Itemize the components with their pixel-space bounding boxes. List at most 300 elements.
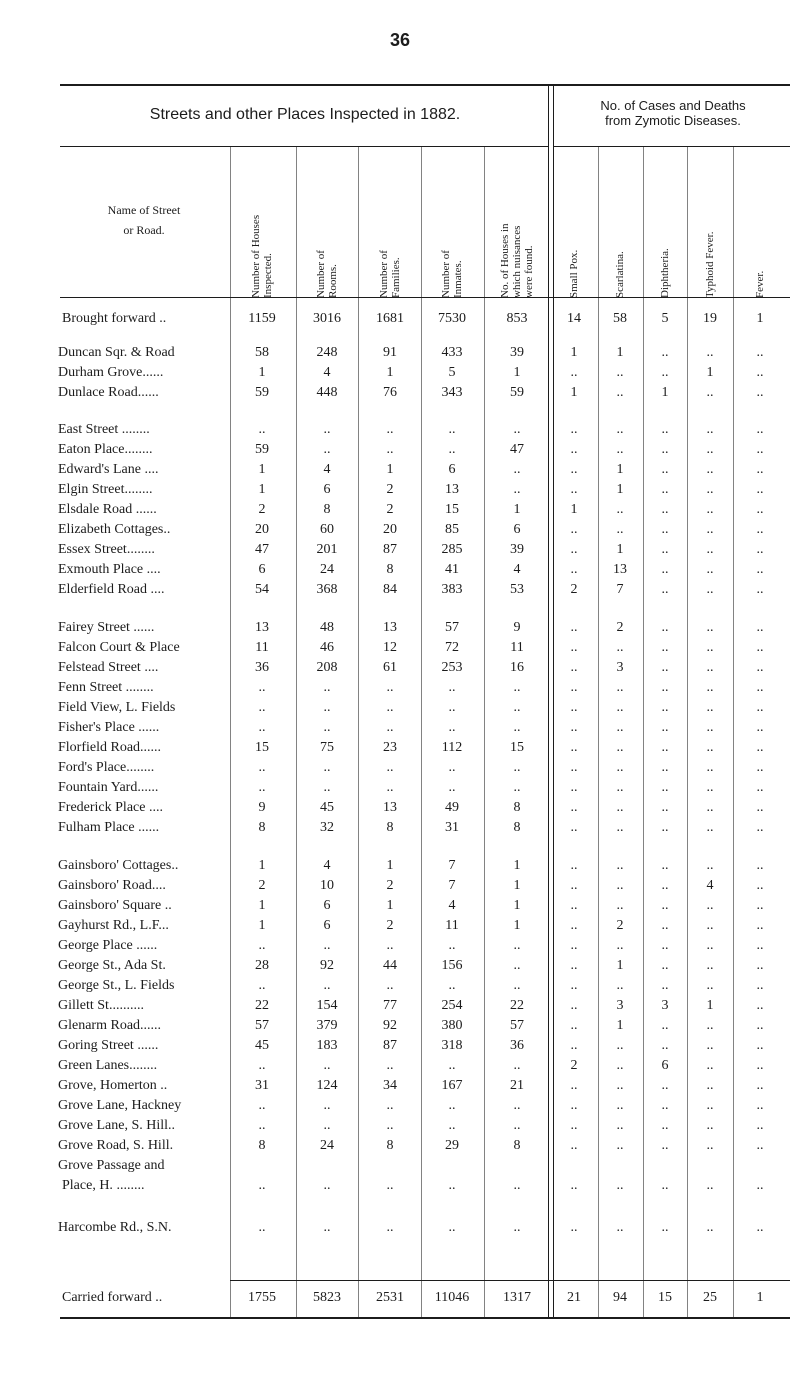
cell-fever: ..: [756, 858, 764, 873]
street-name: Grove, Homerton: [58, 1078, 157, 1093]
cell-scarlatina: ..: [616, 1118, 624, 1133]
cell-small-pox: ..: [570, 522, 578, 537]
cell-families: 44: [383, 958, 397, 973]
cell-fever: ..: [756, 878, 764, 893]
leader-dots: ........: [112, 1178, 145, 1193]
cell-small-pox: 2: [570, 1058, 578, 1073]
table-row: [0, 620, 800, 640]
table-row: [0, 858, 800, 878]
cell-houses-inspected: 1: [258, 462, 266, 477]
cell-scarlatina: ..: [616, 760, 624, 775]
cell-families: 76: [383, 385, 397, 400]
cell-fever: ..: [756, 365, 764, 380]
cell-nuisance-houses: 53: [510, 582, 524, 597]
cell-typhoid-fever: ..: [706, 1098, 714, 1113]
cell-typhoid-fever: ..: [706, 1178, 714, 1193]
cell-houses-inspected: 6: [258, 562, 266, 577]
cell-small-pox: ..: [570, 720, 578, 735]
cell-nuisance-houses: 1317: [503, 1290, 531, 1305]
cell-inmates: ..: [448, 1098, 456, 1113]
cell-nuisance-houses: 59: [510, 385, 524, 400]
cell-nuisance-houses: 11: [510, 640, 524, 655]
cell-inmates: 31: [445, 820, 459, 835]
cell-rooms: 8: [323, 502, 331, 517]
cell-families: ..: [386, 1220, 394, 1235]
leader-dots: ..: [156, 1078, 168, 1093]
cell-diphtheria: ..: [661, 1038, 669, 1053]
cell-rooms: ..: [323, 978, 331, 993]
cell-typhoid-fever: ..: [706, 442, 714, 457]
leader-dots: ..........: [108, 998, 144, 1013]
cell-rooms: ..: [323, 1178, 331, 1193]
cell-families: 2: [386, 878, 394, 893]
cell-scarlatina: ..: [616, 858, 624, 873]
cell-families: 1: [386, 858, 394, 873]
cell-fever: ..: [756, 800, 764, 815]
cell-rooms: ..: [323, 1220, 331, 1235]
table-row: [0, 820, 800, 840]
table-row: [0, 462, 800, 482]
cell-scarlatina: ..: [616, 898, 624, 913]
cell-scarlatina: ..: [616, 720, 624, 735]
cell-houses-inspected: 1755: [248, 1290, 276, 1305]
cell-rooms: 10: [320, 878, 334, 893]
cell-diphtheria: 6: [661, 1058, 669, 1073]
cell-fever: ..: [756, 502, 764, 517]
cell-typhoid-fever: ..: [706, 620, 714, 635]
cell-small-pox: ..: [570, 978, 578, 993]
cell-nuisance-houses: ..: [513, 482, 521, 497]
cell-fever: ..: [756, 918, 764, 933]
cell-families: 12: [383, 640, 397, 655]
street-name-cell: [62, 1178, 234, 1194]
cell-houses-inspected: 58: [255, 345, 269, 360]
leader-dots: ......: [133, 1038, 159, 1053]
leader-dots: ....: [143, 562, 161, 577]
cell-diphtheria: ..: [661, 620, 669, 635]
cell-houses-inspected: ..: [258, 1220, 266, 1235]
cell-houses-inspected: 28: [255, 958, 269, 973]
carried-forward-row: [0, 1290, 800, 1310]
cell-small-pox: 1: [570, 502, 578, 517]
leader-dots: ......: [129, 620, 155, 635]
street-name-cell: [58, 938, 230, 954]
cell-small-pox: ..: [570, 1178, 578, 1193]
leader-dots: ......: [140, 740, 162, 755]
cell-typhoid-fever: ..: [706, 740, 714, 755]
table-row: [0, 1138, 800, 1158]
street-name: Elderfield Road: [58, 582, 148, 597]
cell-houses-inspected: 59: [255, 442, 269, 457]
cell-inmates: 380: [441, 1018, 463, 1033]
street-name-cell: [58, 918, 230, 934]
cell-scarlatina: ..: [616, 938, 624, 953]
cell-families: ..: [386, 1118, 394, 1133]
cell-scarlatina: 1: [616, 462, 624, 477]
cell-diphtheria: ..: [661, 700, 669, 715]
cell-fever: ..: [756, 938, 764, 953]
cell-diphtheria: ..: [661, 422, 669, 437]
cell-small-pox: ..: [570, 878, 578, 893]
cell-fever: 1: [756, 311, 764, 326]
cell-diphtheria: ..: [661, 820, 669, 835]
totals-rule: [230, 1280, 790, 1281]
cell-typhoid-fever: ..: [706, 522, 714, 537]
cell-inmates: 85: [445, 522, 459, 537]
cell-fever: ..: [756, 620, 764, 635]
cell-fever: ..: [756, 482, 764, 497]
street-name-cell: [58, 800, 230, 816]
cell-rooms: 448: [316, 385, 338, 400]
table-row: [0, 502, 800, 522]
cell-typhoid-fever: ..: [706, 482, 714, 497]
leader-dots: ..: [163, 522, 171, 537]
leader-dots: ......: [137, 780, 159, 795]
cell-families: 2: [386, 502, 394, 517]
cell-nuisance-houses: 39: [510, 345, 524, 360]
cell-inmates: ..: [448, 700, 456, 715]
street-name-cell: [58, 780, 230, 796]
table-row: [0, 740, 800, 760]
cell-nuisance-houses: 853: [506, 311, 528, 326]
cell-families: 61: [383, 660, 397, 675]
street-name: Elgin Street: [58, 482, 125, 497]
column-header-small-pox: Small Pox.: [568, 249, 580, 298]
cell-scarlatina: ..: [616, 780, 624, 795]
cell-typhoid-fever: ..: [706, 720, 714, 735]
leader-dots: ........: [124, 442, 153, 457]
name-header-line1: Name of Street: [107, 203, 181, 217]
street-name: Ford's Place: [58, 760, 127, 775]
cell-houses-inspected: 20: [255, 522, 269, 537]
cell-nuisance-houses: 1: [513, 502, 521, 517]
cell-nuisance-houses: ..: [513, 462, 521, 477]
cell-families: 87: [383, 542, 397, 557]
cell-rooms: 3016: [313, 311, 341, 326]
cell-scarlatina: ..: [616, 680, 624, 695]
table-row: [0, 958, 800, 978]
column-header-houses-inspected: Number of Houses Inspected.: [250, 214, 274, 298]
streets-section-title: Streets and other Places Inspected in 1882.: [149, 106, 461, 123]
leader-dots: ..: [151, 1290, 163, 1305]
cell-small-pox: ..: [570, 918, 578, 933]
street-name: Goring Street: [58, 1038, 134, 1053]
cell-families: ..: [386, 680, 394, 695]
cell-scarlatina: ..: [616, 1178, 624, 1193]
cell-fever: ..: [756, 780, 764, 795]
table-row: [0, 1158, 800, 1178]
cell-families: 8: [386, 1138, 394, 1153]
leader-dots: ........: [124, 482, 153, 497]
cell-nuisance-houses: 47: [510, 442, 524, 457]
cell-diphtheria: ..: [661, 918, 669, 933]
cell-small-pox: ..: [570, 1118, 578, 1133]
street-name: Gainsboro' Road: [58, 878, 152, 893]
cell-typhoid-fever: 1: [706, 365, 714, 380]
street-name-cell: [58, 345, 230, 361]
cell-houses-inspected: ..: [258, 1098, 266, 1113]
cell-inmates: 15: [445, 502, 459, 517]
leader-dots: ....: [141, 462, 159, 477]
street-name: Fountain Yard: [58, 780, 138, 795]
cell-fever: ..: [756, 760, 764, 775]
cell-diphtheria: ..: [661, 482, 669, 497]
cell-scarlatina: 94: [613, 1290, 627, 1305]
cell-nuisance-houses: ..: [513, 1118, 521, 1133]
leader-dots: ..: [155, 311, 167, 326]
cell-diphtheria: ..: [661, 740, 669, 755]
cell-small-pox: ..: [570, 640, 578, 655]
cell-scarlatina: 1: [616, 542, 624, 557]
cell-fever: ..: [756, 462, 764, 477]
cell-nuisance-houses: 1: [513, 858, 521, 873]
cell-fever: ..: [756, 1058, 764, 1073]
street-name: Fisher's Place: [58, 720, 135, 735]
cell-rooms: 154: [316, 998, 338, 1013]
cell-typhoid-fever: ..: [706, 1038, 714, 1053]
cell-typhoid-fever: ..: [706, 1058, 714, 1073]
cell-small-pox: ..: [570, 1018, 578, 1033]
page-number: 36: [389, 30, 411, 50]
cell-houses-inspected: 36: [255, 660, 269, 675]
cell-rooms: 46: [320, 640, 334, 655]
cell-rooms: 6: [323, 482, 331, 497]
cell-rooms: ..: [323, 442, 331, 457]
leader-dots: ........: [122, 680, 154, 695]
cell-scarlatina: ..: [616, 740, 624, 755]
cell-houses-inspected: 45: [255, 1038, 269, 1053]
cell-inmates: ..: [448, 720, 456, 735]
street-name-cell: [58, 680, 230, 696]
cell-nuisance-houses: ..: [513, 720, 521, 735]
street-name: Brought forward: [62, 311, 156, 326]
cell-families: 13: [383, 800, 397, 815]
cell-diphtheria: ..: [661, 502, 669, 517]
street-name: Felstead Street: [58, 660, 141, 675]
cell-diphtheria: 1: [661, 385, 669, 400]
name-column-header: [60, 200, 228, 240]
cell-houses-inspected: 57: [255, 1018, 269, 1033]
cell-diphtheria: ..: [661, 1078, 669, 1093]
cell-nuisance-houses: ..: [513, 938, 521, 953]
cell-rooms: ..: [323, 680, 331, 695]
cell-nuisance-houses: ..: [513, 1178, 521, 1193]
cell-scarlatina: ..: [616, 502, 624, 517]
street-name: Fulham Place: [58, 820, 135, 835]
cell-small-pox: ..: [570, 700, 578, 715]
leader-dots: ........: [126, 542, 155, 557]
street-name: Carried forward: [62, 1290, 152, 1305]
cell-diphtheria: ..: [661, 760, 669, 775]
column-header-diphtheria: Diphtheria.: [659, 248, 671, 298]
cell-houses-inspected: ..: [258, 700, 266, 715]
cell-inmates: ..: [448, 1220, 456, 1235]
column-header-inmates: Number of Inmates.: [440, 250, 464, 298]
zymotic-title-line1: No. of Cases and Deaths: [600, 98, 746, 113]
cell-nuisance-houses: 1: [513, 365, 521, 380]
cell-fever: ..: [756, 1018, 764, 1033]
cell-families: 1681: [376, 311, 404, 326]
table-row: [0, 998, 800, 1018]
cell-nuisance-houses: 57: [510, 1018, 524, 1033]
cell-typhoid-fever: ..: [706, 502, 714, 517]
cell-houses-inspected: 1: [258, 918, 266, 933]
cell-scarlatina: 2: [616, 620, 624, 635]
cell-fever: ..: [756, 345, 764, 360]
street-name-cell: [58, 1138, 230, 1154]
street-name: Duncan Sqr. & Road: [58, 345, 175, 360]
header-rule: [554, 146, 790, 147]
cell-fever: ..: [756, 422, 764, 437]
cell-fever: ..: [756, 385, 764, 400]
column-header-nuisance-houses: No. of Houses in which nuisances were found.: [499, 223, 535, 298]
cell-families: ..: [386, 938, 394, 953]
cell-scarlatina: 2: [616, 918, 624, 933]
cell-small-pox: ..: [570, 760, 578, 775]
table-row: [0, 978, 800, 998]
cell-diphtheria: ..: [661, 640, 669, 655]
table-row: [0, 898, 800, 918]
cell-diphtheria: ..: [661, 978, 669, 993]
cell-fever: ..: [756, 1038, 764, 1053]
street-name-cell: [58, 365, 230, 381]
cell-families: 8: [386, 820, 394, 835]
street-name: Glenarm Road: [58, 1018, 141, 1033]
cell-inmates: ..: [448, 442, 456, 457]
cell-fever: ..: [756, 978, 764, 993]
street-name-cell: [58, 878, 230, 894]
cell-rooms: 248: [316, 345, 338, 360]
cell-families: 1: [386, 365, 394, 380]
cell-inmates: 433: [441, 345, 463, 360]
cell-diphtheria: ..: [661, 780, 669, 795]
cell-rooms: 24: [320, 1138, 334, 1153]
table-row: [0, 938, 800, 958]
cell-inmates: 167: [441, 1078, 463, 1093]
cell-scarlatina: ..: [616, 1220, 624, 1235]
cell-scarlatina: ..: [616, 442, 624, 457]
cell-houses-inspected: 1: [258, 482, 266, 497]
cell-small-pox: ..: [570, 680, 578, 695]
cell-rooms: 75: [320, 740, 334, 755]
cell-inmates: 318: [441, 1038, 463, 1053]
cell-inmates: 11: [445, 918, 459, 933]
cell-inmates: 7: [448, 858, 456, 873]
cell-small-pox: ..: [570, 562, 578, 577]
cell-scarlatina: ..: [616, 820, 624, 835]
cell-inmates: 72: [445, 640, 459, 655]
cell-small-pox: ..: [570, 858, 578, 873]
cell-fever: ..: [756, 660, 764, 675]
street-name: Fairey Street: [58, 620, 130, 635]
cell-inmates: ..: [448, 1058, 456, 1073]
cell-typhoid-fever: ..: [706, 640, 714, 655]
cell-houses-inspected: 54: [255, 582, 269, 597]
cell-diphtheria: 15: [658, 1290, 672, 1305]
cell-houses-inspected: 2: [258, 878, 266, 893]
cell-fever: ..: [756, 700, 764, 715]
cell-rooms: ..: [323, 1098, 331, 1113]
cell-fever: ..: [756, 820, 764, 835]
table-row: [0, 422, 800, 442]
cell-typhoid-fever: ..: [706, 422, 714, 437]
cell-houses-inspected: ..: [258, 1178, 266, 1193]
leader-dots: ......: [142, 365, 164, 380]
table-row: [0, 542, 800, 562]
cell-diphtheria: ..: [661, 958, 669, 973]
street-name-cell: [58, 820, 230, 836]
street-name-cell: [58, 858, 230, 874]
cell-inmates: ..: [448, 1178, 456, 1193]
cell-houses-inspected: ..: [258, 780, 266, 795]
top-rule: [60, 84, 790, 86]
street-name: Place, H.: [62, 1178, 113, 1193]
street-name: Florfield Road: [58, 740, 141, 755]
street-name-cell: [58, 1098, 230, 1114]
cell-families: 34: [383, 1078, 397, 1093]
street-name-cell: [58, 998, 230, 1014]
street-name: Grove Lane, Hackney: [58, 1098, 182, 1113]
leader-dots: ....: [151, 878, 166, 893]
cell-families: ..: [386, 978, 394, 993]
street-name-cell: [58, 582, 230, 598]
cell-typhoid-fever: ..: [706, 385, 714, 400]
street-name: Grove Lane, S. Hill.: [58, 1118, 172, 1133]
cell-rooms: ..: [323, 760, 331, 775]
cell-fever: ..: [756, 1078, 764, 1093]
cell-houses-inspected: ..: [258, 978, 266, 993]
leader-dots: ......: [132, 502, 157, 517]
cell-diphtheria: ..: [661, 345, 669, 360]
cell-houses-inspected: 2: [258, 502, 266, 517]
street-name: Elizabeth Cottages: [58, 522, 164, 537]
street-name: Falcon Court & Place: [58, 640, 180, 655]
street-name-cell: [62, 311, 234, 327]
cell-typhoid-fever: 25: [703, 1290, 717, 1305]
cell-scarlatina: 58: [613, 311, 627, 326]
street-name: Gainsboro' Cottages: [58, 858, 172, 873]
cell-typhoid-fever: ..: [706, 978, 714, 993]
cell-small-pox: ..: [570, 1098, 578, 1113]
street-name: Grove Passage and: [58, 1158, 165, 1173]
cell-nuisance-houses: 36: [510, 1038, 524, 1053]
table-row: [0, 918, 800, 938]
cell-diphtheria: ..: [661, 878, 669, 893]
cell-typhoid-fever: ..: [706, 1118, 714, 1133]
cell-diphtheria: ..: [661, 562, 669, 577]
cell-typhoid-fever: ..: [706, 462, 714, 477]
cell-nuisance-houses: ..: [513, 1098, 521, 1113]
cell-rooms: 4: [323, 365, 331, 380]
cell-inmates: 112: [441, 740, 463, 755]
leader-dots: ......: [137, 385, 159, 400]
cell-families: 23: [383, 740, 397, 755]
table-row: [0, 680, 800, 700]
cell-families: 77: [383, 998, 397, 1013]
cell-diphtheria: ..: [661, 1018, 669, 1033]
cell-families: 84: [383, 582, 397, 597]
cell-typhoid-fever: ..: [706, 562, 714, 577]
cell-diphtheria: 5: [661, 311, 669, 326]
leader-dots: ........: [118, 422, 150, 437]
cell-small-pox: ..: [570, 1038, 578, 1053]
cell-typhoid-fever: ..: [706, 1220, 714, 1235]
cell-families: 13: [383, 620, 397, 635]
cell-houses-inspected: 11: [255, 640, 269, 655]
cell-houses-inspected: 15: [255, 740, 269, 755]
cell-inmates: ..: [448, 978, 456, 993]
cell-families: 20: [383, 522, 397, 537]
